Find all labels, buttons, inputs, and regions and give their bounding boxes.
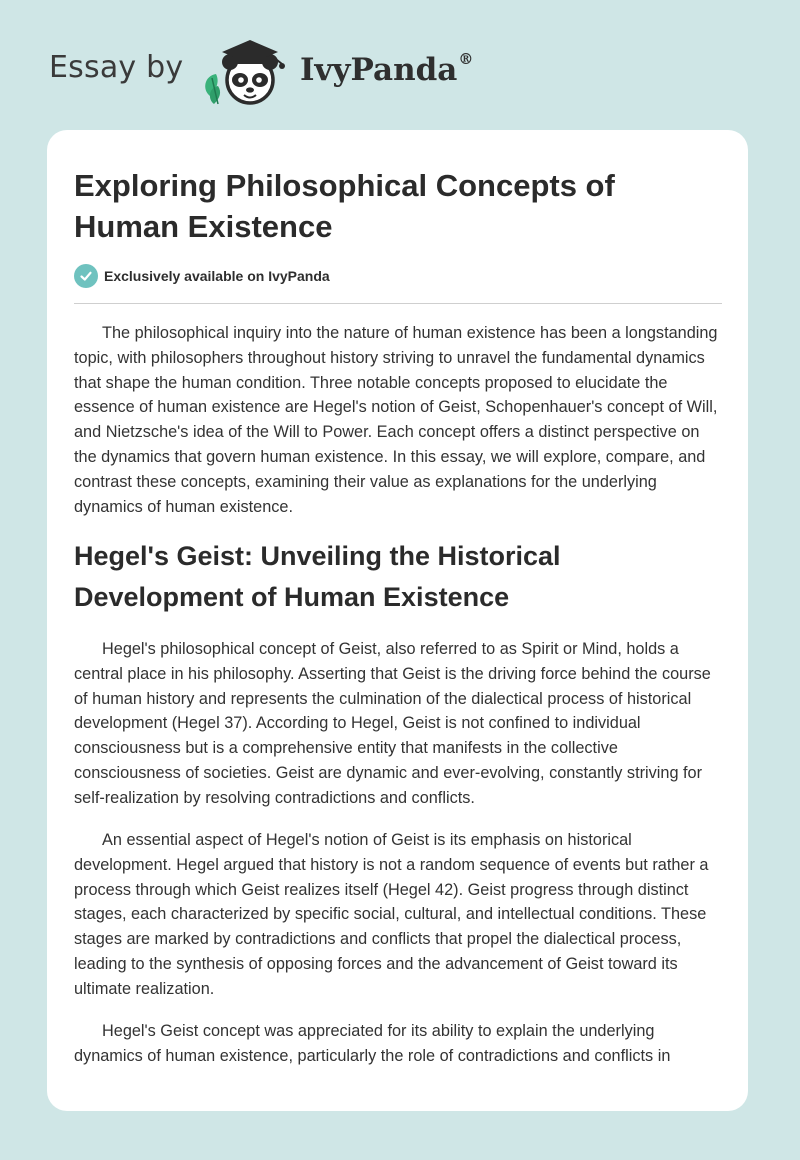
check-circle-icon bbox=[74, 264, 98, 288]
badge-label: Exclusively available on IvyPanda bbox=[104, 268, 330, 284]
brand-prefix: Essay by bbox=[49, 50, 184, 85]
intro-paragraph: The philosophical inquiry into the nature of human existence has been a longstanding topic, with philosophers throughout history striving to unravel the fundamental dynamics that shape the human condition. Three notable concepts proposed to elucidate the essence of human existence are Hegel's notion of Geist, Schopenhauer's concept of Will, and Nietzsche's idea of the Will to Power. Each concept offers a distinct perspective on the dynamics that govern human existence. In this essay, we will explore, compare, and contrast these concepts, examining their value as explanations for the underlying dynamics of human existence. bbox=[74, 324, 718, 516]
brand-name[interactable]: IvyPanda® bbox=[300, 50, 474, 88]
registered-mark: ® bbox=[458, 50, 474, 68]
exclusive-badge bbox=[74, 263, 330, 289]
title-divider bbox=[74, 303, 722, 304]
body-paragraph-2: An essential aspect of Hegel's notion of Geist is its emphasis on historical development. Hegel argued that history is not a random sequence of events but rather a process through which Geist realizes itself (Hegel 42). Geist progress through distinct stages, each characterized by specific social, cultural, and intellectual conditions. These stages are marked by contradictions and conflicts that propel the dialectical process, leading to the synthesis of opposing forces and the advancement of Geist toward its ultimate realization. bbox=[74, 831, 709, 998]
body-paragraph-3: Hegel's Geist concept was appreciated for its ability to explain the underlying dynamics of human existence, particularly the role of contradictions and conflicts in bbox=[74, 1022, 671, 1065]
page-title: Exploring Philosophical Concepts of Human Existence bbox=[74, 168, 615, 244]
panda-graduate-icon[interactable] bbox=[200, 34, 296, 108]
site-header bbox=[0, 0, 800, 130]
section-heading: Hegel's Geist: Unveiling the Historical Development of Human Existence bbox=[74, 541, 561, 612]
essay-card bbox=[47, 130, 748, 1111]
body-paragraph-1: Hegel's philosophical concept of Geist, also referred to as Spirit or Mind, holds a central place in his philosophy. Asserting that Geist is the driving force behind the course of human history and represents the culmination of the dialectical process of historical development (Hegel 37). According to Hegel, Geist is not confined to individual consciousness but is a comprehensive entity that manifests in the collective consciousness of societies. Geist are dynamic and ever-evolving, constantly striving for self-realization by resolving contradictions and conflicts. bbox=[74, 640, 711, 807]
